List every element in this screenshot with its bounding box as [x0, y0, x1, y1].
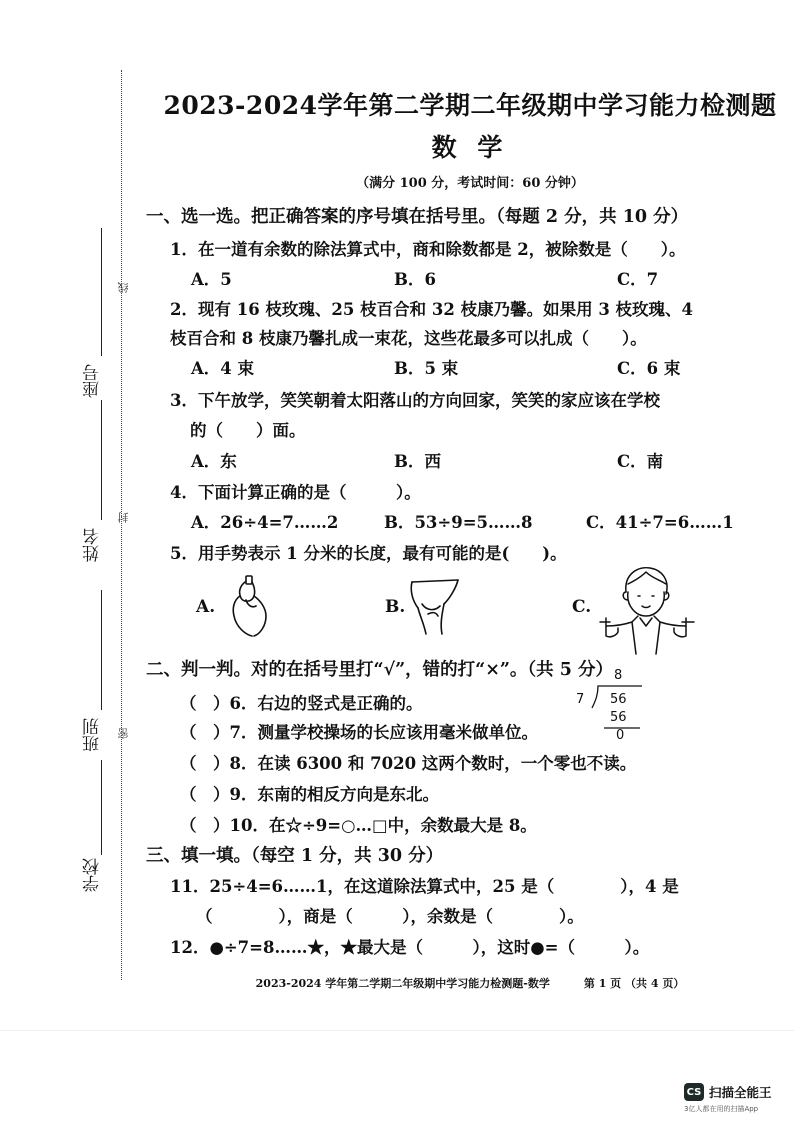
binding-fill-class: [101, 590, 102, 710]
q5-hand-a-image: [226, 570, 274, 642]
exam-subject: 数 学: [431, 133, 509, 162]
division-dividend: 56: [610, 692, 627, 707]
division-bracket: [574, 672, 644, 744]
binding-dotted-line: [121, 70, 122, 980]
q5-boy-image: [596, 562, 700, 658]
q1-option-a: A．5: [191, 270, 232, 289]
exam-info: （满分 100 分，考试时间：60 分钟）: [356, 176, 584, 191]
binding-cut-xian: 线: [117, 282, 130, 293]
q2-line1: 2．现有 16 枝玫瑰、25 枝百合和 32 枝康乃馨。如果用 3 枝玫瑰、4: [170, 300, 694, 319]
q1-option-c: C．7: [617, 270, 659, 289]
section-2-heading: 二、判一判。对的在括号里打“√”，错的打“×”。（共 5 分）: [146, 660, 614, 680]
q5-option-a-label: A.: [196, 597, 216, 617]
q4-stem: 4．下面计算正确的是（ ）。: [170, 483, 421, 502]
judge-item-9: （ ）9．东南的相反方向是东北。: [180, 785, 439, 804]
division-divisor: 7: [576, 692, 585, 707]
binding-label-class: 班别: [83, 718, 103, 752]
binding-label-seat: 座号: [83, 364, 103, 398]
q5-hand-b-image: [404, 574, 468, 638]
q12-line: 12．●÷7=8……★，★最大是（ ），这时●=（ ）。: [170, 938, 650, 957]
scan-edge: [0, 1030, 794, 1031]
scanner-badge-icon: CS: [684, 1083, 704, 1101]
footer-page: 第 1 页 （共 4 页）: [583, 977, 685, 990]
division-remainder: 0: [616, 728, 625, 743]
q1-option-b: B．6: [394, 270, 436, 289]
page-footer: [150, 975, 790, 991]
q3-option-c: C．南: [617, 452, 664, 471]
judge-item-7: （ ）7．测量学校操场的长应该用毫米做单位。: [180, 723, 538, 742]
binding-cut-mi: 密: [117, 728, 130, 739]
division-quotient: 8: [614, 668, 623, 683]
judge-item-6: （ ）6．右边的竖式是正确的。: [180, 694, 423, 713]
binding-fill-school: [101, 760, 102, 855]
q2-option-c: C．6 束: [617, 359, 681, 378]
long-division-figure: [574, 668, 644, 744]
q3-option-b: B．西: [394, 452, 441, 471]
q5-option-c-label: C.: [572, 597, 592, 617]
judge-item-8: （ ）8．在读 6300 和 7020 这两个数时，一个零也不读。: [180, 754, 637, 773]
q5-stem: 5．用手势表示 1 分米的长度，最有可能的是( )。: [170, 544, 567, 563]
q3-option-a: A．东: [191, 452, 237, 471]
scanner-tagline: 3亿人都在用的扫描App: [684, 1105, 759, 1113]
q4-option-b: B．53÷9=5……8: [384, 513, 533, 532]
footer-title: 2023-2024 学年第二学期二年级期中学习能力检测题-数学: [255, 977, 550, 990]
q3-line1: 3．下午放学，笑笑朝着太阳落山的方向回家，笑笑的家应该在学校: [170, 391, 660, 410]
q4-option-c: C．41÷7=6……1: [586, 513, 734, 532]
q11-line2: （ ），商是（ ），余数是（ ）。: [196, 907, 584, 926]
q3-line2: 的（ ）面。: [190, 421, 306, 440]
binding-label-school: 学校: [83, 858, 103, 892]
section-3-heading: 三、填一填。（每空 1 分，共 30 分）: [146, 846, 444, 866]
q2-option-b: B．5 束: [394, 359, 459, 378]
q2-option-a: A．4 束: [191, 359, 255, 378]
q2-line2: 枝百合和 8 枝康乃馨扎成一束花，这些花最多可以扎成（ ）。: [170, 329, 647, 348]
binding-fill-name: [101, 400, 102, 520]
binding-fill-seat: [101, 228, 102, 356]
q5-option-b-label: B.: [385, 597, 406, 617]
binding-label-name: 姓名: [83, 528, 103, 562]
q11-line1: 11．25÷4=6……1，在这道除法算式中，25 是（ ），4 是: [170, 877, 679, 896]
scanner-logo: [684, 1083, 772, 1101]
exam-title: 2023-2024学年第二学期二年级期中学习能力检测题: [163, 91, 777, 120]
scanner-name: 扫描全能王: [709, 1085, 772, 1100]
q4-option-a: A．26÷4=7……2: [191, 513, 339, 532]
judge-item-10: （ ）10．在☆÷9=○…□中，余数最大是 8。: [180, 816, 537, 835]
division-product: 56: [610, 710, 627, 725]
q1-stem: 1．在一道有余数的除法算式中，商和除数都是 2，被除数是（ ）。: [170, 240, 686, 259]
binding-cut-feng: 封: [117, 512, 130, 523]
section-1-heading: 一、选一选。把正确答案的序号填在括号里。（每题 2 分，共 10 分）: [146, 207, 689, 227]
